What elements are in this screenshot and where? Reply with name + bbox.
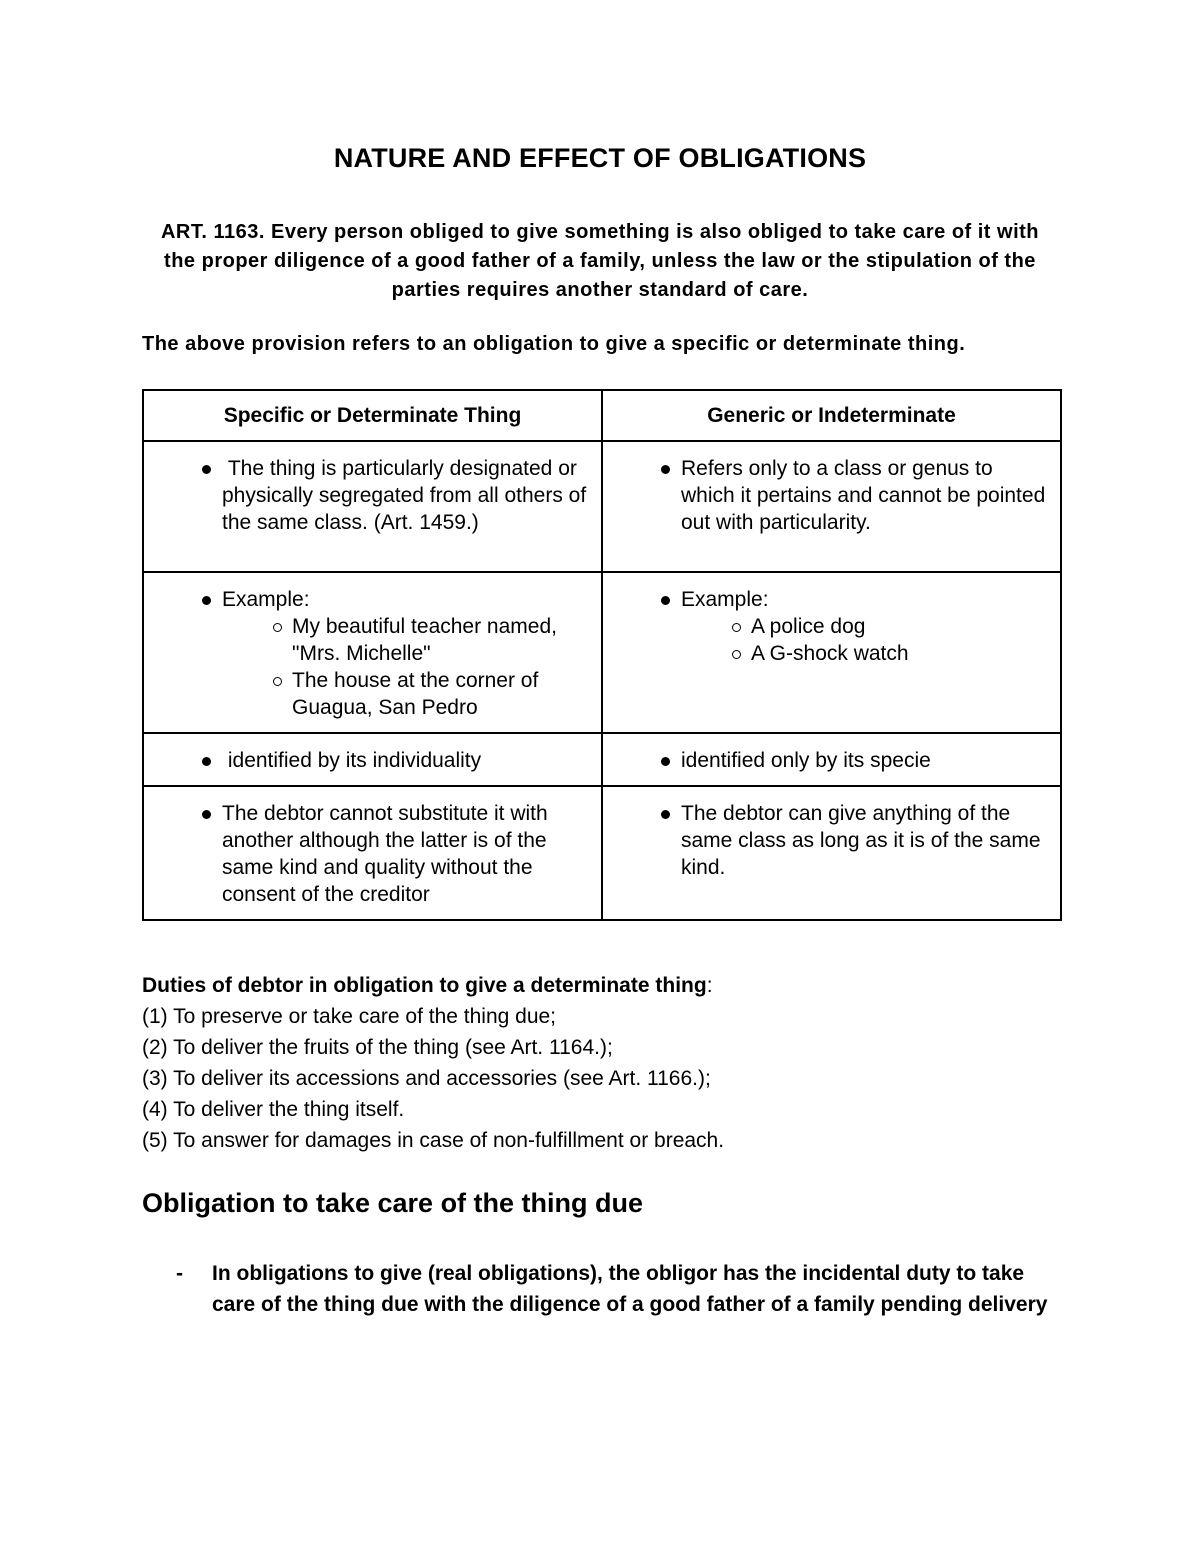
bullet-item: [158, 747, 587, 774]
dash-bullet: -: [176, 1262, 183, 1285]
sub-bullet-item: [158, 667, 587, 721]
sub-bullet-item: [158, 613, 587, 667]
header-generic: Generic or Indeterminate: [602, 390, 1061, 441]
table-cell: [602, 572, 1061, 733]
article-line: ART. 1163. Every person obliged to give something is also obliged to take care of it with: [160, 221, 1040, 243]
bullet-item: [617, 800, 1046, 881]
sub-bullet-text: A G-shock watch: [751, 642, 909, 665]
bullet-icon: [202, 596, 211, 605]
bullet-text: The debtor can give anything of the same class as long as it is of the same kind.: [681, 802, 1041, 879]
bullet-text: identified only by its specie: [681, 749, 931, 772]
bullet-text: Example:: [222, 588, 310, 611]
duty-item: (4) To deliver the thing itself.: [142, 1098, 405, 1121]
section-heading: Obligation to take care of the thing due: [142, 1188, 644, 1218]
table-cell: [602, 733, 1061, 786]
bullet-text: Example:: [681, 588, 769, 611]
hollow-bullet-icon: [273, 623, 282, 632]
debtor-duties: [142, 970, 1082, 1156]
bullet-icon: [661, 757, 670, 766]
duties-heading-suffix: :: [706, 974, 713, 997]
table-row: [143, 786, 1061, 920]
bullet-icon: [661, 810, 670, 819]
dash-list-item: [142, 1258, 1062, 1320]
page-title: NATURE AND EFFECT OF OBLIGATIONS: [333, 143, 867, 173]
provision-note: The above provision refers to an obligation to give a specific or determinate thing.: [142, 333, 966, 355]
hollow-bullet-icon: [273, 677, 282, 686]
duty-item: (2) To deliver the fruits of the thing (see Art. 1164.);: [142, 1036, 613, 1059]
bullet-text: identified by its individuality: [222, 749, 482, 772]
dash-list-text: In obligations to give (real obligations), the obligor has the incidental duty to take care of the thing due with the diligence of a good father of a family pending delivery: [212, 1262, 1048, 1316]
sub-bullet-item: [617, 613, 1046, 640]
duty-item: (5) To answer for damages in case of non-fulfillment or breach.: [142, 1129, 725, 1152]
header-specific: Specific or Determinate Thing: [143, 390, 602, 441]
table-cell: [143, 441, 602, 572]
bullet-icon: [661, 465, 670, 474]
comparison-table: [142, 389, 1062, 921]
bullet-item: [617, 586, 1046, 613]
bullet-item: [158, 586, 587, 613]
table-cell: [602, 441, 1061, 572]
article-1163-text: [140, 218, 1060, 305]
bullet-text: Refers only to a class or genus to which it pertains and cannot be pointed out with particularity.: [681, 457, 1046, 534]
bullet-item: [617, 455, 1046, 536]
bullet-icon: [202, 810, 211, 819]
table-cell: [602, 786, 1061, 920]
sub-bullet-item: [617, 640, 1046, 667]
table-row: [143, 441, 1061, 572]
bullet-icon: [202, 465, 211, 474]
table-header-row: [143, 390, 1061, 441]
bullet-item: [158, 800, 587, 908]
hollow-bullet-icon: [732, 623, 741, 632]
bullet-icon: [661, 596, 670, 605]
bullet-item: [158, 455, 593, 536]
duties-heading: [142, 970, 1082, 1001]
duty-item: (1) To preserve or take care of the thing due;: [142, 1005, 557, 1028]
duty-item: (3) To deliver its accessions and accessories (see Art. 1166.);: [142, 1067, 711, 1090]
article-line: the proper diligence of a good father of a family, unless the law or the stipulation of the: [164, 250, 1036, 272]
hollow-bullet-icon: [732, 650, 741, 659]
table-cell: [143, 572, 602, 733]
table-row: [143, 572, 1061, 733]
sub-bullet-text: The house at the corner of Guagua, San Pedro: [292, 669, 539, 719]
sub-bullet-text: A police dog: [751, 615, 866, 638]
table-cell: [143, 733, 602, 786]
table-row: [143, 733, 1061, 786]
bullet-text: The thing is particularly designated or physically segregated from all others of the same class. (Art. 1459.): [222, 457, 593, 534]
bullet-item: [617, 747, 1046, 774]
bullet-icon: [202, 757, 211, 766]
bullet-text: The debtor cannot substitute it with another although the latter is of the same kind and quality without the consent of the creditor: [222, 802, 548, 906]
duties-heading-text: Duties of debtor in obligation to give a determinate thing: [142, 974, 707, 997]
table-cell: [143, 786, 602, 920]
article-line: parties requires another standard of care.: [391, 279, 809, 301]
sub-bullet-text: My beautiful teacher named, "Mrs. Michelle": [292, 615, 557, 665]
